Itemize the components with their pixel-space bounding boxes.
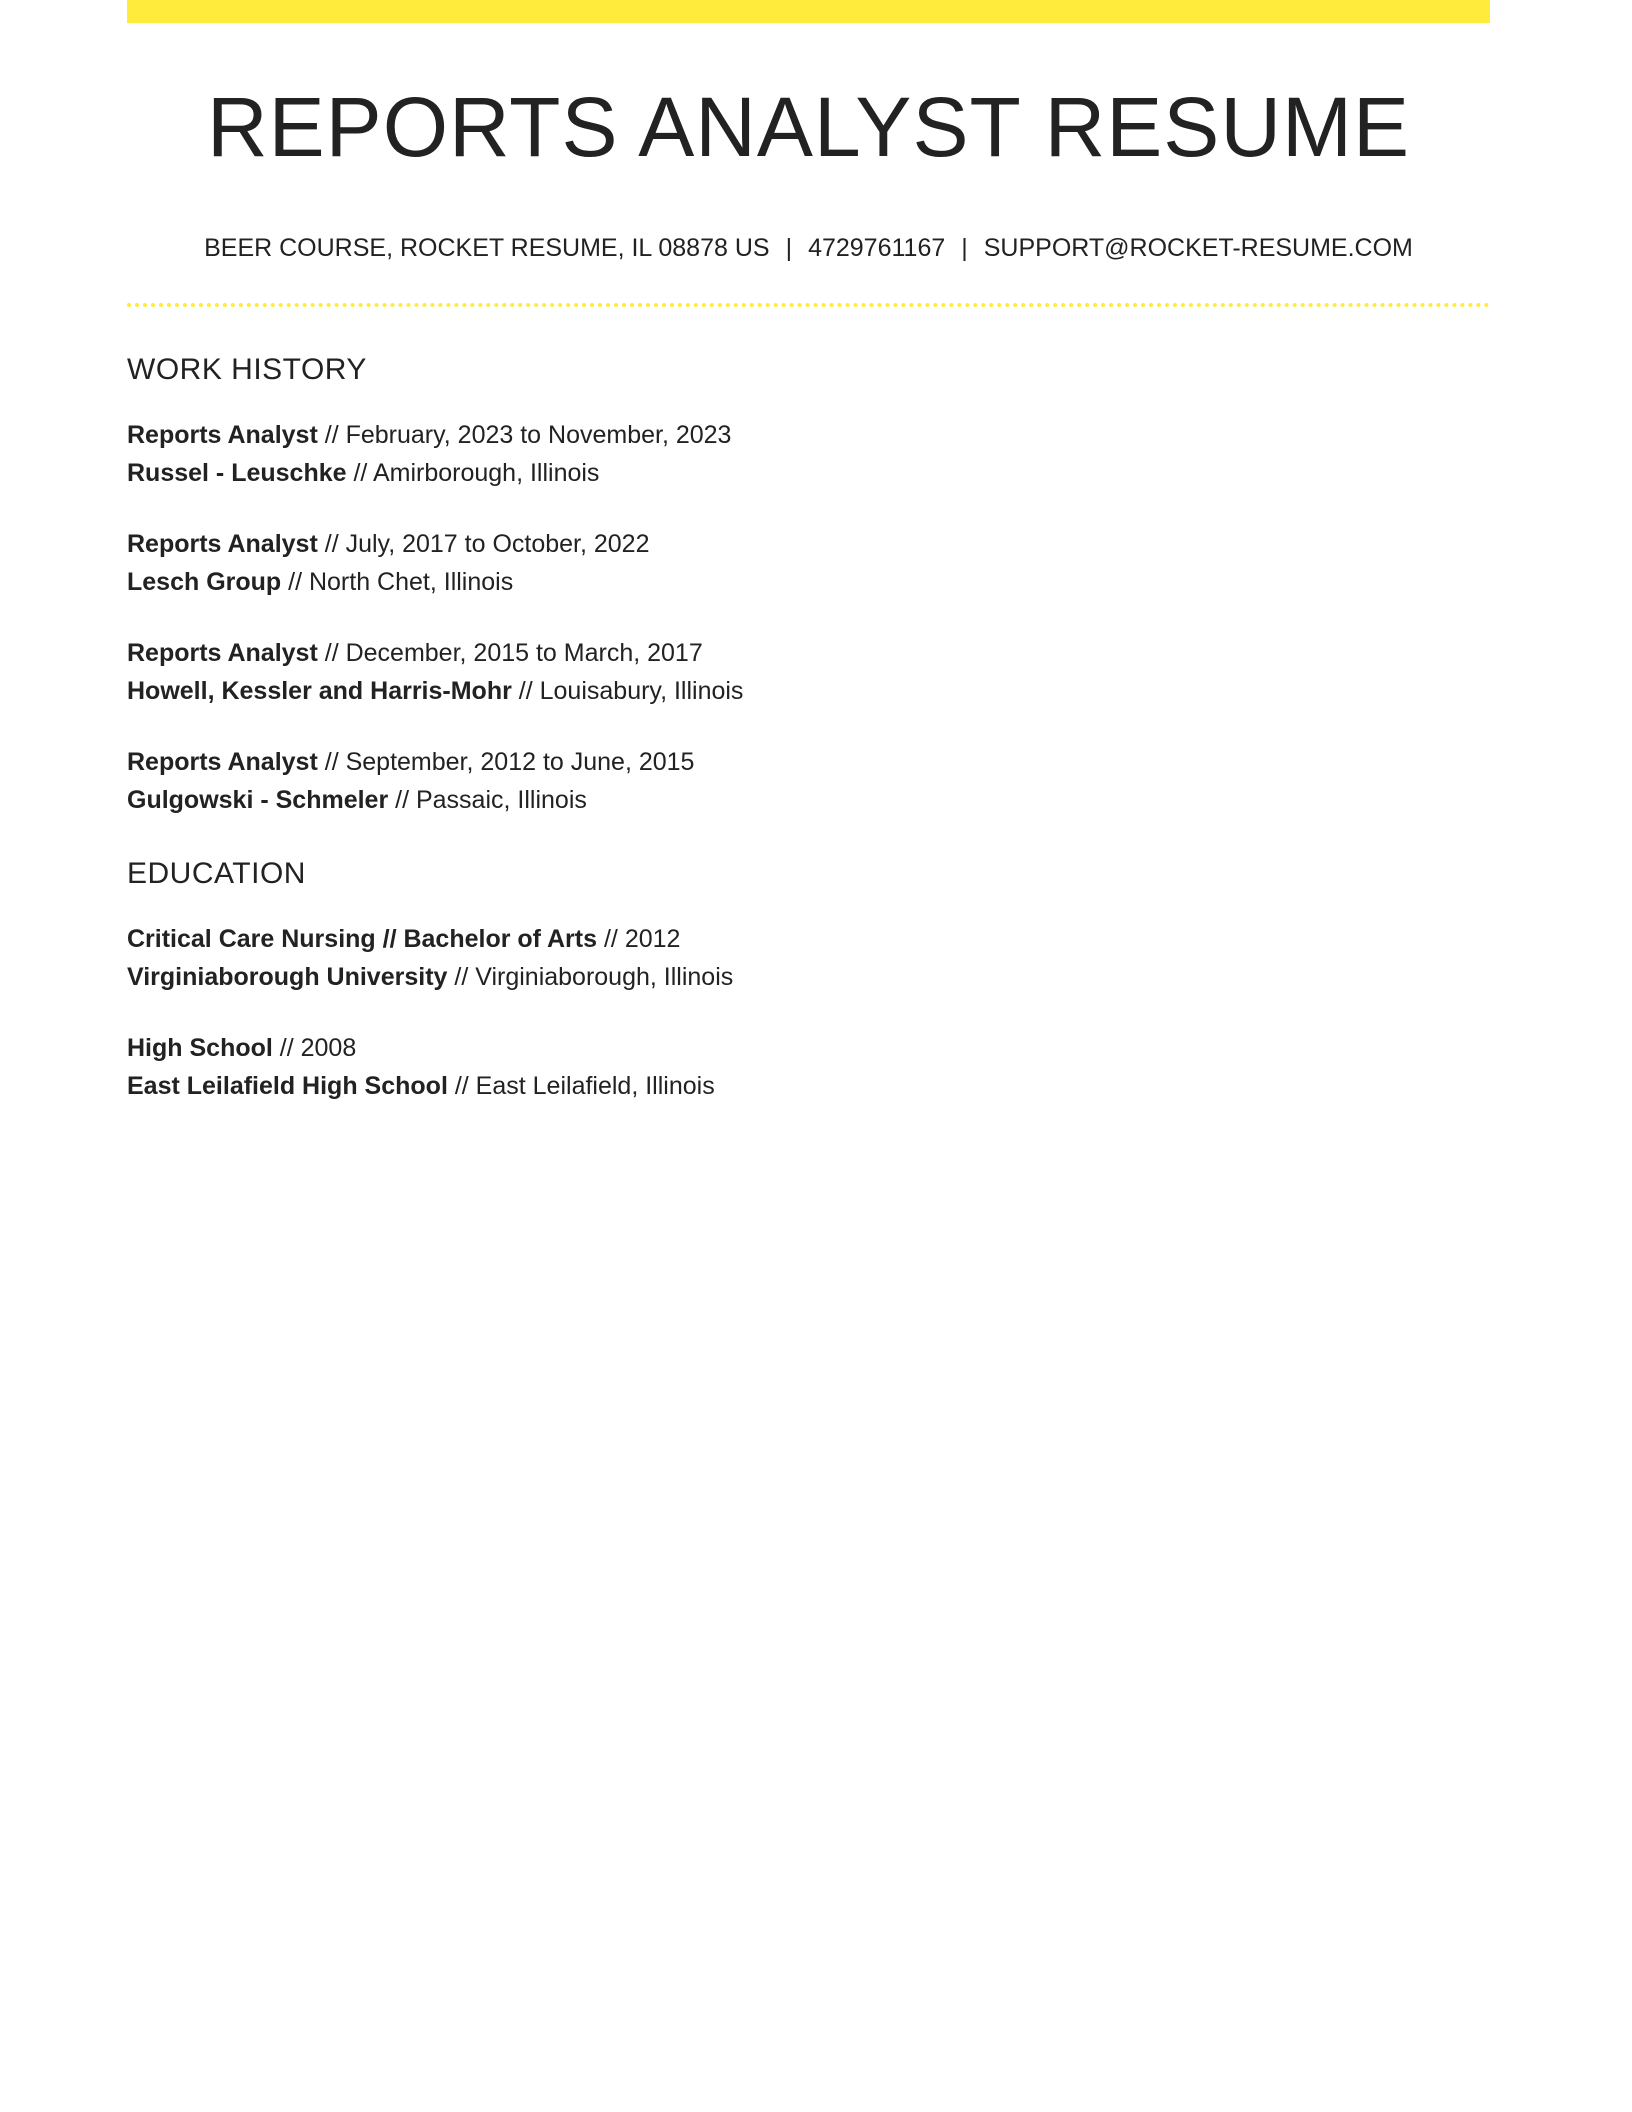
contact-address: BEER COURSE, ROCKET RESUME, IL 08878 US	[204, 234, 770, 262]
education-degree: Critical Care Nursing // Bachelor of Arts	[127, 925, 598, 953]
job-line	[127, 416, 1490, 454]
contact-phone[interactable]: 4729761167	[808, 234, 946, 262]
job-dates: // July, 2017 to October, 2022	[324, 530, 650, 558]
contact-line	[127, 236, 1490, 261]
job-company: Lesch Group	[127, 568, 282, 596]
job-location: // North Chet, Illinois	[288, 568, 514, 596]
job-dates: // September, 2012 to June, 2015	[324, 748, 695, 776]
job-dates: // December, 2015 to March, 2017	[324, 639, 703, 667]
contact-email[interactable]: SUPPORT@ROCKET-RESUME.COM	[983, 234, 1413, 262]
work-history-heading: WORK HISTORY	[127, 353, 367, 386]
job-company: Gulgowski - Schmeler	[127, 786, 389, 814]
school-line	[127, 958, 1490, 996]
work-history-list	[127, 416, 1490, 819]
job-location: // Amirborough, Illinois	[353, 459, 600, 487]
job-company: Russel - Leuschke	[127, 459, 347, 487]
school-line	[127, 1067, 1490, 1105]
job-line	[127, 525, 1490, 563]
resume-page	[127, 0, 1490, 1105]
education-school: East Leilafield High School	[127, 1072, 448, 1100]
work-history-item	[127, 634, 1490, 710]
page-title: REPORTS ANALYST RESUME	[206, 80, 1410, 174]
education-item	[127, 920, 1490, 996]
degree-line	[127, 920, 1490, 958]
education-list	[127, 920, 1490, 1105]
company-line	[127, 563, 1490, 601]
job-dates: // February, 2023 to November, 2023	[324, 421, 732, 449]
job-location: // Passaic, Illinois	[395, 786, 587, 814]
contact-separator: |	[961, 234, 968, 262]
contact-separator: |	[785, 234, 793, 262]
education-location: // East Leilafield, Illinois	[454, 1072, 715, 1100]
company-line	[127, 454, 1490, 492]
work-history-item	[127, 416, 1490, 492]
job-line	[127, 743, 1490, 781]
education-degree: High School	[127, 1034, 273, 1062]
accent-top-bar	[127, 0, 1490, 23]
education-year: // 2012	[603, 925, 681, 953]
company-line	[127, 672, 1490, 710]
dotted-divider	[127, 303, 1490, 307]
education-school: Virginiaborough University	[127, 963, 448, 991]
education-location: // Virginiaborough, Illinois	[454, 963, 734, 991]
job-role: Reports Analyst	[127, 748, 318, 776]
education-year: // 2008	[279, 1034, 357, 1062]
job-role: Reports Analyst	[127, 421, 318, 449]
job-role: Reports Analyst	[127, 639, 318, 667]
job-location: // Louisabury, Illinois	[518, 677, 744, 705]
work-history-item	[127, 525, 1490, 601]
education-heading: EDUCATION	[127, 857, 306, 890]
job-company: Howell, Kessler and Harris-Mohr	[127, 677, 512, 705]
degree-line	[127, 1029, 1490, 1067]
work-history-item	[127, 743, 1490, 819]
education-item	[127, 1029, 1490, 1105]
job-role: Reports Analyst	[127, 530, 318, 558]
company-line	[127, 781, 1490, 819]
job-line	[127, 634, 1490, 672]
